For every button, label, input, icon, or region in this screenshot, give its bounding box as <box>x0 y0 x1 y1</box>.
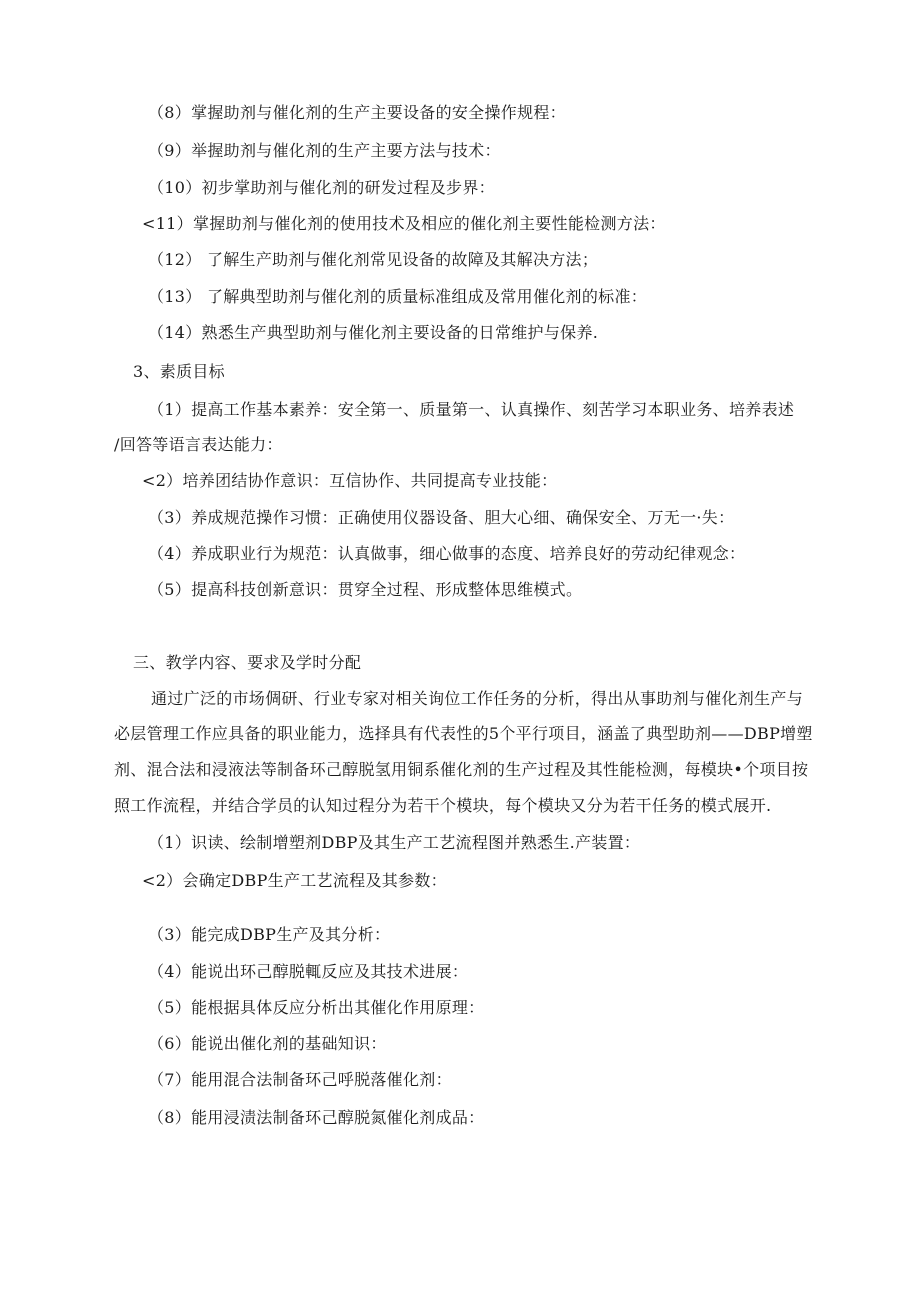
list-item: <2）会确定DBP生产工艺流程及其参数： <box>142 871 447 890</box>
list-item: （6）能说出催化剂的基础知识： <box>148 1034 387 1053</box>
list-item: （3）能完成DBP生产及其分析： <box>148 925 391 944</box>
paragraph-line: 通过广泛的市场倜研、行业专家对相关询位工作任务的分析，得出从事助剂与催化剂生产与 <box>151 689 804 708</box>
section-heading: 3、素质目标 <box>133 362 225 381</box>
list-item: （9）举握助剂与催化剂的生产主要方法与技术： <box>148 141 501 160</box>
list-item-continuation: /回答等语言表达能力： <box>114 435 283 454</box>
list-item: （7）能用混合法制备环己呼脱落催化剂： <box>148 1070 452 1089</box>
list-item: （1）提高工作基本素养：安全第一、质量第一、认真操作、刻苦学习本职业务、培养表述 <box>148 400 795 419</box>
list-item: （5）能根据具体反应分析出其催化作用原理： <box>148 998 485 1017</box>
list-item: <11）掌握助剂与催化剂的使用技术及相应的催化剂主要性能检测方法： <box>142 214 666 233</box>
list-item: （12） 了解生产助剂与催化剂常见设备的故障及其解决方法； <box>148 250 599 269</box>
list-item: （5）提高科技创新意识：贯穿全过程、形成整体思维模式。 <box>148 580 583 599</box>
list-item: <2）培养团结协作意识：互信协作、共同提高专业技能： <box>142 471 558 490</box>
list-item: （4）能说出环己醇脱輒反应及其技术进展： <box>148 962 469 981</box>
paragraph-line: 剂、混合法和浸液法等制备环己醇脱氢用铜系催化剂的生产过程及其性能检测，每模块•个项目按 <box>114 760 809 779</box>
section-heading: 三、教学内容、要求及学时分配 <box>133 653 362 672</box>
list-item: （1）识读、绘制增塑剂DBP及其生产工艺流程图并熟悉生.产装置： <box>148 833 641 852</box>
list-item: （13） 了解典型助剂与催化剂的质量标准组成及常用催化剂的标准： <box>148 287 648 306</box>
list-item: （4）养成职业行为规范：认真做事，细心做事的态度、培养良好的劳动纪律观念： <box>148 544 746 563</box>
list-item: （8）能用浸渍法制备环己醇脱氮催化剂成品： <box>148 1108 485 1127</box>
list-item: （8）掌握助剂与催化剂的生产主要设备的安全操作规程： <box>148 103 566 122</box>
list-item: （10）初步掌助剂与催化剂的研发过程及步界： <box>148 178 495 197</box>
paragraph-line: 必层管理工作应具备的职业能力，选择具有代表性的5个平行项目，涵盖了典型助剂——DBP增塑 <box>114 724 813 743</box>
list-item: （14）熟悉生产典型助剂与催化剂主要设备的日常维护与保养. <box>148 323 599 342</box>
list-item: （3）养成规范操作习惯：正确使用仪器设备、胆大心细、确保安全、万无一·失： <box>148 508 735 527</box>
paragraph-line: 照工作流程，并结合学员的认知过程分为若干个模块，每个模块又分为若干任务的模式展开. <box>114 796 772 815</box>
